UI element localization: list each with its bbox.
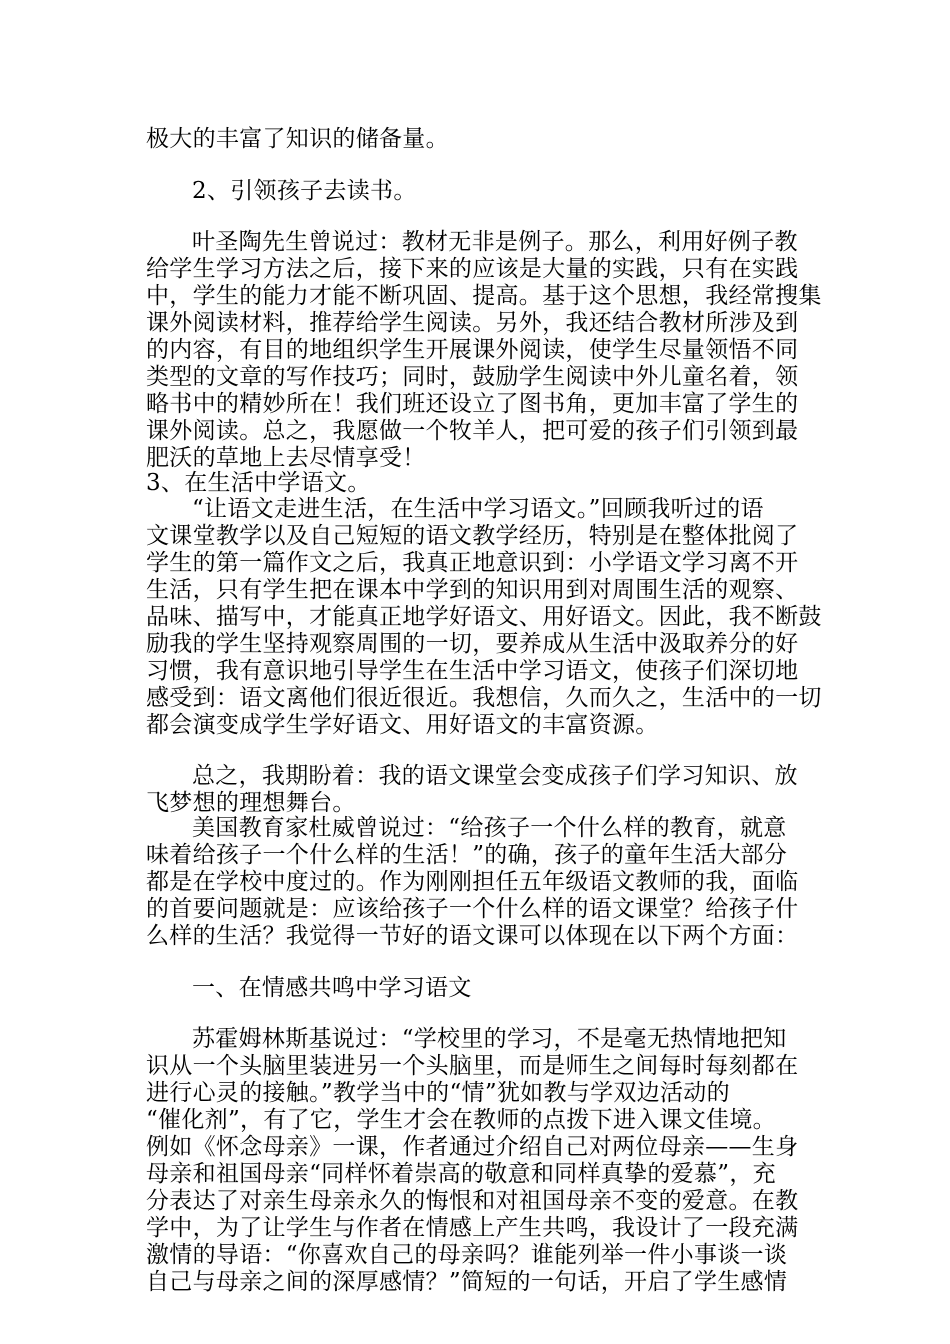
text-line: 飞梦想的理想舞台。 bbox=[146, 790, 356, 816]
text-line: 分表达了对亲生母亲永久的悔恨和对祖国母亲不变的爱意。在教 bbox=[146, 1188, 799, 1214]
text-line: 品味、描写中，才能真正地学好语文、用好语文。因此，我不断鼓 bbox=[146, 604, 822, 630]
text-line: 苏霍姆林斯基说过：“学校里的学习，不是毫无热情地把知 bbox=[192, 1026, 787, 1052]
text-line: 总之，我期盼着：我的语文课堂会变成孩子们学习知识、放 bbox=[192, 763, 798, 789]
text-line: 生活，只有学生把在课本中学到的知识用到对周围生活的观察、 bbox=[146, 577, 799, 603]
text-line: 励我的学生坚持观察周围的一切，要养成从生活中汲取养分的好 bbox=[146, 631, 799, 657]
text-line: 都会演变成学生学好语文、用好语文的丰富资源。 bbox=[146, 712, 659, 738]
text-line: 习惯，我有意识地引导学生在生活中学习语文，使孩子们深切地 bbox=[146, 658, 799, 684]
text-line: 课外阅读。总之，我愿做一个牧羊人，把可爱的孩子们引领到最 bbox=[146, 418, 799, 444]
text-line: 给学生学习方法之后，接下来的应该是大量的实践，只有在实践 bbox=[146, 256, 799, 282]
text-line: 识从一个头脑里装进另一个头脑里，而是师生之间每时每刻都在 bbox=[146, 1053, 799, 1079]
text-line: 么样的生活？我觉得一节好的语文课可以体现在以下两个方面： bbox=[146, 923, 799, 949]
text-line: 学生的第一篇作文之后，我真正地意识到：小学语文学习离不开 bbox=[146, 550, 799, 576]
text-line: “让语文走进生活，在生活中学习语文。”回顾我听过的语 bbox=[192, 496, 764, 522]
text-line: 学中，为了让学生与作者在情感上产生共鸣，我设计了一段充满 bbox=[146, 1215, 799, 1241]
text-line: 极大的丰富了知识的储备量。 bbox=[146, 126, 449, 152]
text-line: 叶圣陶先生曾说过：教材无非是例子。那么，利用好例子教 bbox=[192, 229, 798, 255]
text-line: “催化剂”，有了它，学生才会在教师的点拨下进入课文佳境。 bbox=[146, 1107, 776, 1133]
text-line: 母亲和祖国母亲“同样怀着崇高的敬意和同样真挚的爱慕”，充 bbox=[146, 1161, 776, 1187]
text-line: 中，学生的能力才能不断巩固、提高。基于这个思想，我经常搜集 bbox=[146, 283, 822, 309]
text-line: 类型的文章的写作技巧；同时，鼓励学生阅读中外儿童名着，领 bbox=[146, 364, 799, 390]
text-line: 味着给孩子一个什么样的生活！”的确，孩子的童年生活大部分 bbox=[146, 842, 788, 868]
text-line: 进行心灵的接触。”教学当中的“情”犹如教与学双边活动的 bbox=[146, 1080, 730, 1106]
text-line: 文课堂教学以及自己短短的语文教学经历，特别是在整体批阅了 bbox=[146, 523, 799, 549]
section-heading: 3、在生活中学语文。 bbox=[146, 470, 371, 496]
text-line: 都是在学校中度过的。作为刚刚担任五年级语文教师的我，面临 bbox=[146, 869, 799, 895]
text-line: 激情的导语：“你喜欢自己的母亲吗？谁能列举一件小事谈一谈 bbox=[146, 1242, 788, 1268]
text-line: 例如《怀念母亲》一课，作者通过介绍自己对两位母亲——生身 bbox=[146, 1134, 799, 1160]
text-line: 自己与母亲之间的深厚感情？”简短的一句话，开启了学生感情 bbox=[146, 1269, 788, 1295]
text-line: 感受到：语文离他们很近很近。我想信，久而久之，生活中的一切 bbox=[146, 685, 822, 711]
text-line: 美国教育家杜威曾说过：“给孩子一个什么样的教育，就意 bbox=[192, 815, 787, 841]
section-heading: 2、引领孩子去读书。 bbox=[192, 178, 417, 204]
section-heading: 一、在情感共鸣中学习语文 bbox=[192, 975, 472, 1001]
text-line: 肥沃的草地上去尽情享受！ bbox=[146, 445, 426, 471]
text-line: 的内容，有目的地组织学生开展课外阅读，使学生尽量领悟不同 bbox=[146, 337, 799, 363]
text-line: 课外阅读材料，推荐给学生阅读。另外，我还结合教材所涉及到 bbox=[146, 310, 799, 336]
text-line: 的首要问题就是：应该给孩子一个什么样的语文课堂？给孩子什 bbox=[146, 896, 799, 922]
text-line: 略书中的精妙所在！我们班还设立了图书角，更加丰富了学生的 bbox=[146, 391, 799, 417]
